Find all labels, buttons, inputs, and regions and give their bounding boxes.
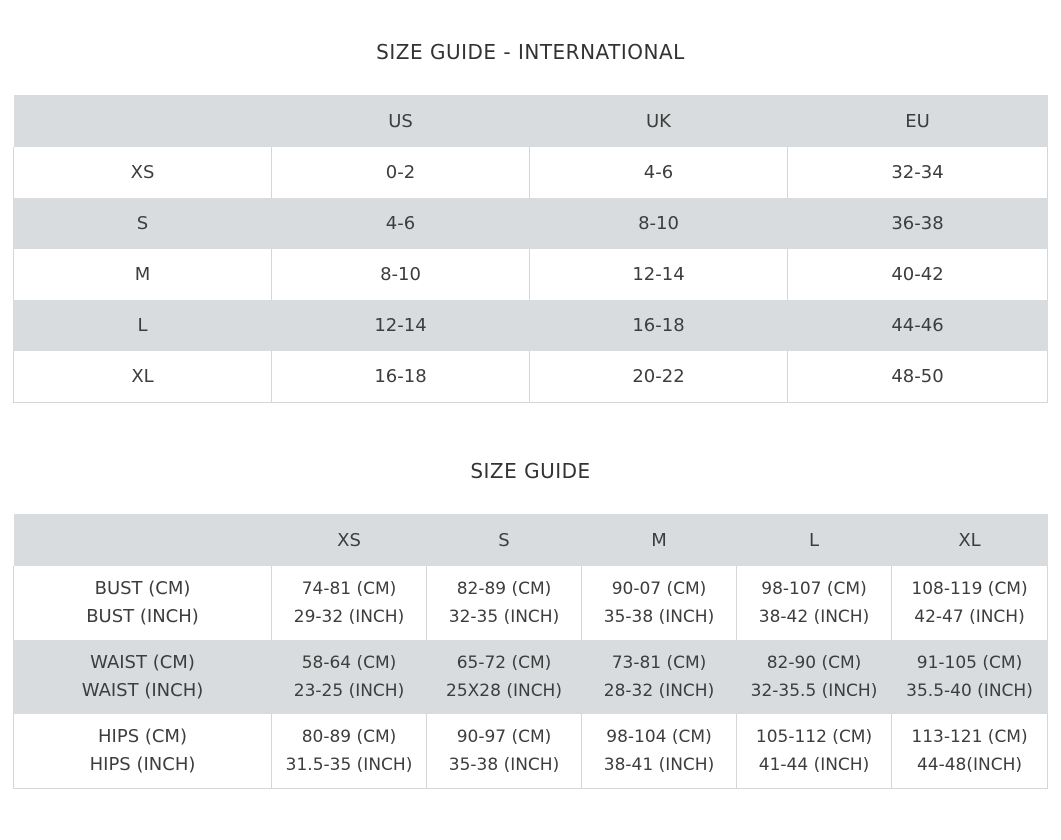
value-cm: 58-64 (CM) [301,653,397,673]
table-row [14,351,1048,402]
measurement-cell [737,566,892,640]
size-label: XS [14,147,272,198]
measurement-cell [272,640,427,714]
international-size-title: SIZE GUIDE - INTERNATIONAL [376,40,685,64]
measurement-cell [737,714,892,788]
measurement-cell [892,566,1048,640]
measurement-cell [427,714,582,788]
value-cm: 105-112 (CM) [755,726,873,747]
size-label: L [14,300,272,351]
us-size: 4-6 [272,198,530,249]
us-size: 0-2 [272,147,530,198]
value-inch: 32-35 (INCH) [448,607,560,627]
table-row [14,147,1048,198]
header-blank [14,95,272,147]
label-cm: WAIST (CM) [90,652,195,673]
table-row [14,249,1048,300]
eu-size: 48-50 [788,351,1048,402]
value-cm: 80-89 (CM) [301,726,397,747]
value-cm: 73-81 (CM) [611,653,707,673]
value-cm: 98-107 (CM) [761,579,867,599]
eu-size: 40-42 [788,249,1048,300]
header-eu: EU [905,110,930,132]
uk-size: 20-22 [530,351,788,402]
value-cm: 90-07 (CM) [611,579,707,599]
value-inch: 32-35.5 (INCH) [750,681,878,701]
size-guide-title: SIZE GUIDE [470,459,591,483]
value-inch: 38-42 (INCH) [758,607,870,627]
us-size: 8-10 [272,249,530,300]
value-inch: 28-32 (INCH) [603,681,715,701]
label-inch: BUST (INCH) [86,606,199,627]
header-s: S [498,529,510,551]
measurement-cell [582,714,737,788]
value-cm: 82-89 (CM) [456,579,552,599]
table-header-row [14,95,1048,147]
table-row [14,300,1048,351]
table-row [14,714,1048,788]
uk-size: 8-10 [530,198,788,249]
value-cm: 91-105 (CM) [916,653,1023,673]
uk-size: 12-14 [530,249,788,300]
measurement-cell [272,566,427,640]
label-inch: WAIST (INCH) [81,680,204,701]
value-cm: 74-81 (CM) [301,579,397,599]
size-label: XL [14,351,272,402]
measurement-cell [427,640,582,714]
us-size: 16-18 [272,351,530,402]
eu-size: 36-38 [788,198,1048,249]
size-label: M [14,249,272,300]
value-inch: 41-44 (INCH) [758,754,870,775]
value-inch: 35.5-40 (INCH) [906,681,1033,701]
label-cm: BUST (CM) [94,578,191,599]
value-cm: 113-121 (CM) [911,726,1028,747]
value-inch: 38-41 (INCH) [603,754,715,775]
international-size-table [13,95,1048,403]
eu-size: 44-46 [788,300,1048,351]
uk-size: 16-18 [530,300,788,351]
measurement-cell [737,640,892,714]
value-inch: 29-32 (INCH) [293,607,405,627]
table-row [14,566,1048,640]
measurement-label [14,566,272,640]
value-inch: 31.5-35 (INCH) [285,754,413,775]
header-blank [14,514,272,566]
value-cm: 65-72 (CM) [456,653,552,673]
measurement-cell [427,566,582,640]
value-inch: 23-25 (INCH) [293,681,405,701]
measurement-size-table [13,514,1048,789]
value-inch: 44-48(INCH) [916,754,1023,775]
header-xs: XS [337,529,361,551]
eu-size: 32-34 [788,147,1048,198]
measurement-label [14,640,272,714]
label-cm: HIPS (CM) [98,725,187,747]
table-row [14,640,1048,714]
measurement-cell [272,714,427,788]
value-cm: 108-119 (CM) [911,579,1028,599]
measurement-cell [892,714,1048,788]
value-cm: 90-97 (CM) [456,726,552,747]
value-inch: 35-38 (INCH) [603,607,715,627]
size-label: S [14,198,272,249]
label-inch: HIPS (INCH) [89,753,196,775]
uk-size: 4-6 [530,147,788,198]
header-l: L [808,529,820,551]
table-header-row [14,514,1048,566]
table-row [14,198,1048,249]
measurement-cell [892,640,1048,714]
value-inch: 35-38 (INCH) [448,754,560,775]
value-inch: 42-47 (INCH) [914,607,1025,627]
value-cm: 82-90 (CM) [766,653,862,673]
value-cm: 98-104 (CM) [606,726,712,747]
value-inch: 25X28 (INCH) [446,681,562,701]
header-m: M [651,529,667,551]
header-uk: UK [646,110,671,132]
measurement-cell [582,640,737,714]
measurement-cell [582,566,737,640]
measurement-label [14,714,272,788]
header-xl: XL [958,529,981,551]
us-size: 12-14 [272,300,530,351]
header-us: US [388,110,413,132]
